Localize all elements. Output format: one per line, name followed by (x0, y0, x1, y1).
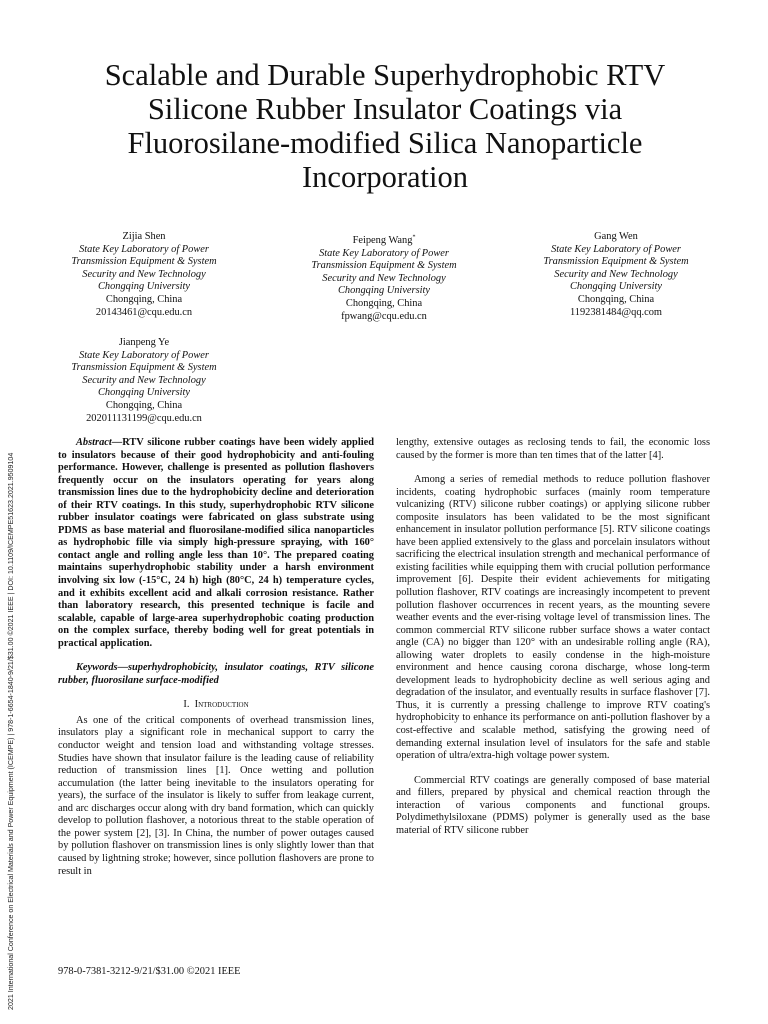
abstract-label: Abstract (76, 437, 112, 448)
author-city: Chongqing, China (105, 293, 183, 305)
author-affiliation-line: Transmission Equipment & System (311, 260, 457, 272)
author-affiliation-line: Chongqing University (569, 281, 663, 293)
author-name: Jianpeng Ye (118, 337, 170, 348)
author-name-row (284, 235, 484, 248)
corresponding-author-mark: * (412, 234, 416, 241)
right-column (396, 437, 710, 837)
author-name: Zijia Shen (122, 231, 166, 242)
section-title: Introduction (194, 699, 249, 711)
author-city: Chongqing, China (577, 293, 655, 305)
abstract-dash: — (111, 437, 123, 448)
author-email: 20143461@cqu.edu.cn (95, 306, 193, 318)
copyright-footer: 978-0-7381-3212-9/21/$31.00 ©2021 IEEE (58, 966, 241, 977)
author-email: 1192381484@qq.com (569, 306, 662, 318)
author-name: Gang Wen (594, 231, 638, 242)
author-affiliation-line: Security and New Technology (82, 374, 206, 386)
abstract-text: RTV silicone rubber coatings have been widely applied to insulators because of their good hydrophobicity and anti-fouling performance. However, challenge is presented as pollution flashovers frequently occur on the insulators operating for years along transmission lines due to the hydrophobicity decline and deterioration of their RTV coatings. In this study, superhydrophobic RTV silicone rubber insulator coatings were fabricated on glass substrate using PDMS as base material and fluorosilane-modified silica nanoparticles as hydrophobic fille via simply high-pressure spraying, with 160° contact angle and rolling angle less than 10°. The prepared coating maintains superhydrophobic stability under a harsh environment involving six low (-15°C, 24 h) high (80°C, 24 h) temperature cycles, and it exhibits excellent acid and alkali corrosion resistance. Rather than laboratory research, this presented technique is facile and scalable, capable of large-area superhydrophobic coating production on the complex surface, thereby boding well for great potentials in practical application. (58, 437, 374, 649)
author-block (44, 231, 244, 319)
section-heading (58, 699, 374, 712)
keywords-paragraph (58, 662, 374, 687)
author-city: Chongqing, China (105, 399, 183, 411)
abstract-paragraph (58, 437, 374, 650)
author-affiliation-line: Transmission Equipment & System (71, 256, 217, 268)
body-paragraph: As one of the critical components of overhead transmission lines, insulators play a significant role in mechanical support to carry the conductor weight and tension load and withstanding voltage stresses. Studies have shown that insulator failure is the leading cause of reliability reduction of transmission lines [1]. Once wetting and pollution accumulation (the latter being inevitable to the insulators operating for years), the surface of the insulator is likely to suffer from leakage current, and arc discharges occur along with dry band formation, which can quickly develop to pollution flashover, a notorious threat to the stable operation of the power system [2], [3]. In China, the number of power outages caused by pollution flashover on transmission lines is only slightly lower than that caused by lightning stroke; however, since pollution flashovers are prone to result in (58, 714, 374, 877)
author-affiliation-line: Chongqing University (97, 281, 191, 293)
side-citation-note (4, 252, 18, 1010)
author-affiliation-line: State Key Laboratory of Power (79, 349, 209, 361)
side-citation-text: 2021 International Conference on Electrical Materials and Power Equipment (ICEMPE) | 978-1-6654-1840-9/21/$31.00 ©2021 IEEE | DOI: 10.1109/ICEMPE51623.2021.9509104 (7, 452, 15, 1010)
paper-title: Scalable and Durable Superhydrophobic RTV Silicone Rubber Insulator Coatings via Fluorosilane-modified Silica Nanoparticle Incorporation (104, 58, 666, 194)
author-affiliation-line: State Key Laboratory of Power (551, 243, 681, 255)
author-affiliation-line: Security and New Technology (82, 268, 206, 280)
author-affiliation-line: Chongqing University (97, 387, 191, 399)
author-email: fpwang@cqu.edu.cn (341, 310, 427, 322)
author-name: Feipeng Wang (352, 235, 413, 246)
keywords-dash: — (117, 662, 128, 674)
author-affiliation-line: Security and New Technology (554, 268, 678, 280)
body-paragraph: Commercial RTV coatings are generally composed of base material and fillers, prepared by physical and chemical reaction through the interaction of various components and functional groups. Polydimethylsiloxane (PDMS) polymer is generally used as the base material of RTV silicone rubber (396, 774, 710, 836)
left-column (58, 437, 374, 878)
section-number: I. (183, 699, 190, 711)
author-affiliation-line: State Key Laboratory of Power (319, 247, 449, 259)
author-email: 202011131199@cqu.edu.cn (86, 412, 202, 424)
body-paragraph: Among a series of remedial methods to reduce pollution flashover incidents, coating hydrophobic surfaces (mainly room temperature vulcanizing (RTV) silicone rubber coatings) or applying silicone rubber composite insulators has been validated to be the most significant enhancement in insulator pollution performance [5]. RTV silicone coatings have been applied extensively to the glass and porcelain insulators without sacrificing the electrical insulation strength and mechanical performance of existing facilities while equipping them with crucial pollution performance improvement [6]. Despite their evident achievements for mitigating pollution flashover, RTV coatings are increasingly incompetent to prevent pollution flashover occurrences in recent years, as the mounting severe weather events and the ever-rising voltage level of transmission lines. The common commercial RTV silicone rubber surface shows a water contact angle (CA) no bigger than 120° with an undesirable rolling angle (RA), allowing water droplets to easily condense in the high-moisture environment and hence causing corona discharge, whose long-term development leads to hydrophobicity decline as well serious aging and degradation of the insulator, and eventually results in surface flashover [7]. Thus, it is currently a pressing challenge to improve RTV coating's hydrophobicity to enhance its performance on anti-pollution flashover by a cost-effective and scalable method, satisfying the growing need of demanding external insulation level of insulators for the safe and stable operation of ultra/extra-high voltage power system. (396, 474, 710, 762)
author-affiliation-line: Transmission Equipment & System (71, 362, 217, 374)
keywords-text: superhydrophobicity, insulator coatings, RTV silicone rubber, fluorosilane surface-modified (58, 662, 374, 686)
author-block (284, 235, 484, 323)
author-affiliation-line: Security and New Technology (322, 272, 446, 284)
author-block (44, 337, 244, 425)
body-paragraph: lengthy, extensive outages as reclosing tends to fail, the economic loss caused by the former is more than ten times that of the latter [4]. (396, 437, 710, 461)
author-block (516, 231, 716, 319)
author-city: Chongqing, China (345, 297, 423, 309)
author-affiliation-line: Chongqing University (337, 285, 431, 297)
author-affiliation-line: Transmission Equipment & System (543, 256, 689, 268)
author-affiliation-line: State Key Laboratory of Power (79, 243, 209, 255)
keywords-label: Keywords (76, 662, 118, 674)
